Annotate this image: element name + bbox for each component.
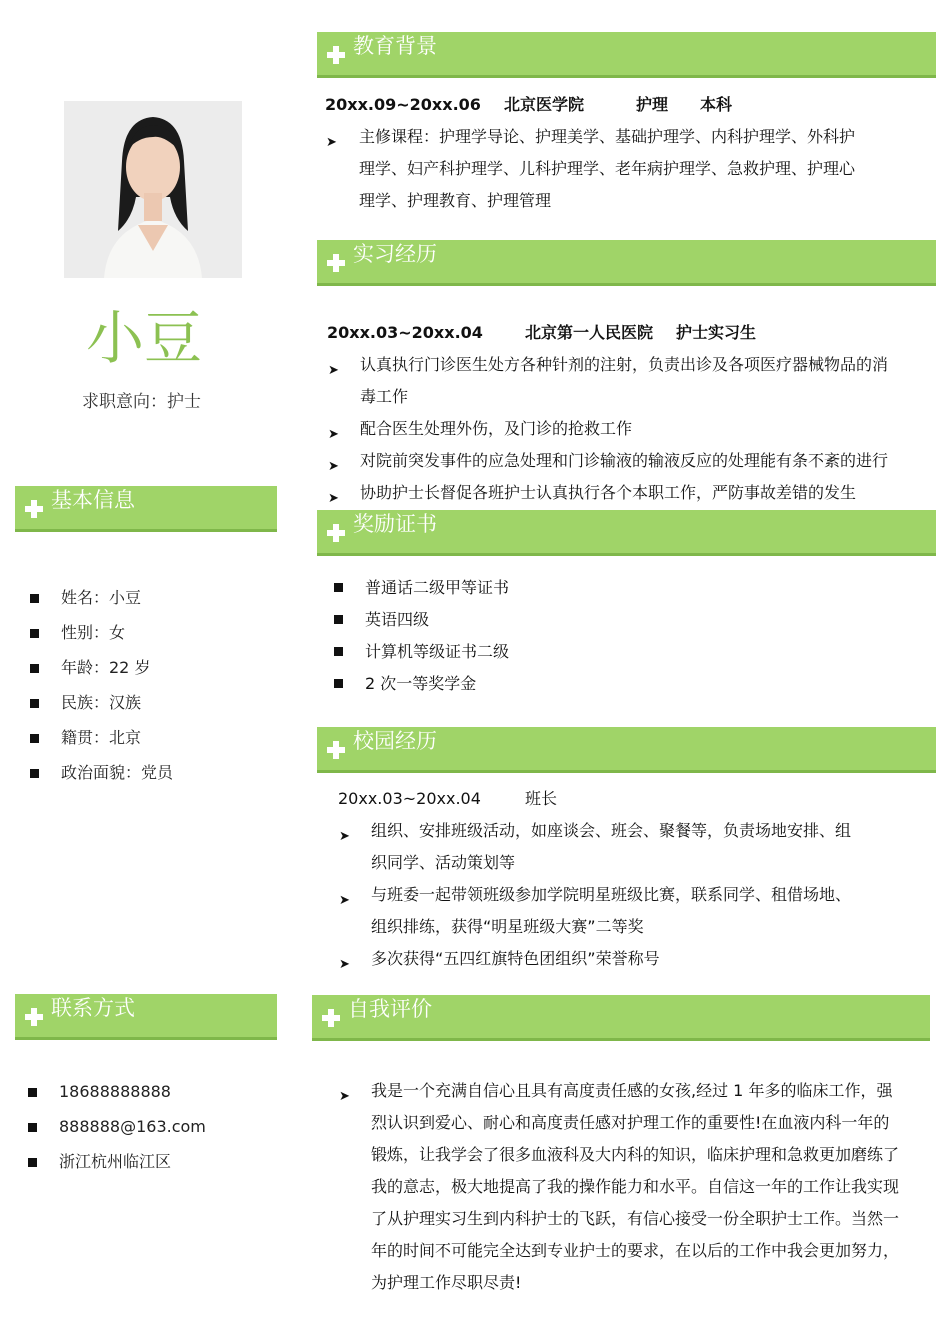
plus-icon: [25, 500, 43, 518]
contact-phone: 18688888888: [59, 1082, 171, 1101]
square-bullet-icon: [30, 699, 39, 708]
self-eval-line: 了从护理实习生到内科护士的飞跃，有信心接受一份全职护士工作。当然一: [371, 1209, 900, 1228]
self-eval-line: 我的意志，极大地提高了我的操作能力和水平。自信这一年的工作让我实现: [371, 1177, 900, 1196]
internship-period: 20xx.03~20xx.04: [327, 323, 483, 342]
contact-email: 888888@163.com: [59, 1117, 206, 1136]
section-internship: [317, 240, 936, 286]
campus-role: 班长: [525, 789, 558, 808]
profile-photo: [64, 101, 242, 278]
education-courses-line: 主修课程：护理学导论、护理美学、基础护理学、内科护理学、外科护: [359, 127, 856, 146]
plus-icon: [327, 254, 345, 272]
self-eval-line: 为护理工作尽职尽责!: [371, 1273, 522, 1292]
plus-icon: [327, 524, 345, 542]
square-bullet-icon: [334, 679, 343, 688]
campus-item-line: 多次获得“五四红旗特色团组织”荣誉称号: [371, 949, 660, 968]
internship-item-line: 对院前突发事件的应急处理和门诊输液的输液反应的处理能有条不紊的进行: [360, 451, 889, 470]
campus-period: 20xx.03~20xx.04: [338, 789, 481, 808]
internship-org: 北京第一人民医院: [525, 323, 654, 342]
campus-item-line: 组织、安排班级活动，如座谈会、班会、聚餐等，负责场地安排、组: [371, 821, 852, 840]
award-item: 计算机等级证书二级: [365, 642, 510, 661]
section-education: [317, 32, 936, 78]
square-bullet-icon: [334, 583, 343, 592]
section-title: 联系方式: [51, 996, 135, 1020]
section-basic-info: [15, 486, 277, 532]
portrait-image: [64, 101, 242, 278]
plus-icon: [322, 1009, 340, 1027]
info-gender: 性别：女: [61, 623, 126, 642]
award-item: 2 次一等奖学金: [365, 674, 477, 693]
section-title: 校园经历: [353, 729, 437, 753]
square-bullet-icon: [30, 594, 39, 603]
info-political: 政治面貌：党员: [61, 763, 174, 782]
candidate-name: 小豆: [85, 304, 202, 372]
education-school: 北京医学院: [504, 95, 585, 114]
square-bullet-icon: [30, 629, 39, 638]
arrow-bullet-icon: [339, 1085, 353, 1099]
internship-item-line: 配合医生处理外伤，及门诊的抢救工作: [360, 419, 633, 438]
square-bullet-icon: [30, 664, 39, 673]
square-bullet-icon: [28, 1158, 37, 1167]
square-bullet-icon: [30, 734, 39, 743]
section-contact: [15, 994, 277, 1040]
education-courses-line: 理学、护理教育、护理管理: [359, 191, 552, 210]
education-major: 护理: [636, 95, 669, 114]
plus-icon: [327, 46, 345, 64]
square-bullet-icon: [30, 769, 39, 778]
section-campus: [317, 727, 936, 773]
education-period: 20xx.09~20xx.06: [325, 95, 481, 114]
self-eval-line: 锻炼，让我学会了很多血液科及大内科的知识，临床护理和急救更加磨练了: [371, 1145, 900, 1164]
section-title: 自我评价: [348, 997, 432, 1021]
square-bullet-icon: [28, 1088, 37, 1097]
arrow-bullet-icon: [328, 359, 342, 373]
arrow-bullet-icon: [328, 455, 342, 469]
job-intent-value: 护士: [167, 392, 201, 412]
award-item: 英语四级: [365, 610, 430, 629]
education-degree: 本科: [700, 95, 733, 114]
section-self-eval: [312, 995, 930, 1041]
info-hometown: 籍贯：北京: [61, 728, 142, 747]
campus-item-line: 织同学、活动策划等: [371, 853, 516, 872]
job-intent: [82, 390, 201, 414]
internship-item-line: 协助护士长督促各班护士认真执行各个本职工作，严防事故差错的发生: [360, 483, 857, 502]
square-bullet-icon: [28, 1123, 37, 1132]
self-eval-line: 我是一个充满自信心且具有高度责任感的女孩,经过 1 年多的临床工作，强: [371, 1081, 893, 1100]
self-eval-line: 年的时间不可能完全达到专业护士的要求，在以后的工作中我会更加努力，: [371, 1241, 900, 1260]
plus-icon: [25, 1008, 43, 1026]
self-eval-line: 烈认识到爱心、耐心和高度责任感对护理工作的重要性!在血液内科一年的: [371, 1113, 890, 1132]
section-title: 基本信息: [51, 488, 135, 512]
section-title: 实习经历: [353, 242, 437, 266]
internship-item-line: 毒工作: [360, 387, 409, 406]
arrow-bullet-icon: [339, 889, 353, 903]
job-intent-label: 求职意向：: [82, 392, 167, 412]
award-item: 普通话二级甲等证书: [365, 578, 510, 597]
info-ethnicity: 民族：汉族: [61, 693, 142, 712]
arrow-bullet-icon: [328, 487, 342, 501]
section-awards: [317, 510, 936, 556]
campus-item-line: 与班委一起带领班级参加学院明星班级比赛，联系同学、租借场地、: [371, 885, 852, 904]
internship-role: 护士实习生: [676, 323, 757, 342]
plus-icon: [327, 741, 345, 759]
section-title: 教育背景: [353, 34, 437, 58]
square-bullet-icon: [334, 647, 343, 656]
arrow-bullet-icon: [326, 131, 340, 145]
section-title: 奖励证书: [353, 512, 437, 536]
contact-address: 浙江杭州临江区: [59, 1152, 172, 1171]
square-bullet-icon: [334, 615, 343, 624]
info-name: 姓名：小豆: [61, 588, 142, 607]
info-age: 年龄：22 岁: [61, 658, 151, 677]
arrow-bullet-icon: [339, 825, 353, 839]
campus-item-line: 组织排练，获得“明星班级大赛”二等奖: [371, 917, 644, 936]
arrow-bullet-icon: [339, 953, 353, 967]
internship-item-line: 认真执行门诊医生处方各种针剂的注射，负责出诊及各项医疗器械物品的消: [360, 355, 889, 374]
arrow-bullet-icon: [328, 423, 342, 437]
education-courses-line: 理学、妇产科护理学、儿科护理学、老年病护理学、急救护理、护理心: [359, 159, 856, 178]
